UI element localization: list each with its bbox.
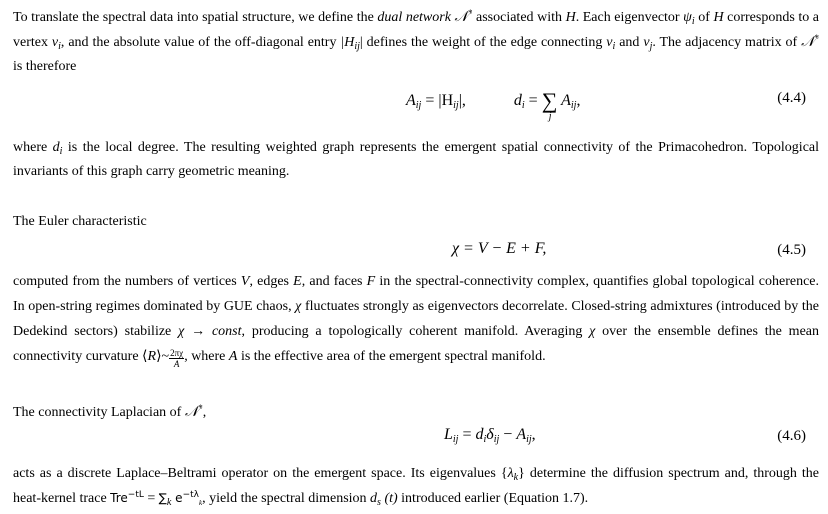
symbol-A: A	[228, 349, 238, 364]
symbol-N: 𝒩	[184, 404, 199, 420]
text: To translate the spectral data into spatial structure, we define the	[13, 10, 378, 25]
text: , producing a topologically coherent manifold. Averaging	[241, 324, 590, 339]
eq-rhs: = |H	[421, 92, 454, 109]
symbol-psi: ψ	[683, 10, 692, 25]
equation-number-4-6: (4.6)	[777, 428, 806, 444]
text: fluctuates strongly as eigenvectors decorrelate. Closed-string admixtures (introduced by the Dedekind sectors) stabilize	[13, 299, 819, 339]
sub-ij: ij	[354, 41, 360, 52]
sup-star: *	[467, 8, 473, 18]
text: in the spectral-connectivity complex, quantifies global topological coherence. In open-string regimes dominated by GUE chaos,	[13, 274, 820, 314]
sub-i: i	[691, 16, 695, 27]
text: . Each eigenvector	[575, 10, 684, 25]
symbol-chi: χ	[589, 324, 596, 339]
trace-operator: Tr	[110, 491, 121, 505]
eq-sign: =	[143, 491, 159, 506]
comma: ,	[202, 405, 207, 420]
text: The connectivity Laplacian of	[13, 405, 185, 420]
arrow: →	[184, 324, 212, 339]
sub-k: k	[166, 497, 172, 508]
symbol-A: A	[557, 92, 571, 109]
eq-sign: =	[458, 426, 476, 443]
sum-symbol: ∑	[158, 491, 167, 505]
symbol-H: H	[713, 10, 724, 25]
symbol-N: 𝒩	[454, 9, 468, 25]
paragraph-laplace-beltrami	[13, 462, 819, 511]
sub-ij: ij	[570, 100, 577, 111]
sub-i: i	[521, 100, 525, 111]
paragraph-local-degree	[13, 136, 819, 184]
equation-4-5: χ = V − E + F,	[452, 240, 547, 257]
text: , edges	[249, 274, 294, 289]
symbol-E: E	[293, 274, 302, 289]
text: , and the absolute value of the off-diagonal entry	[60, 35, 341, 50]
sub-k: k	[513, 472, 519, 483]
symbol-L: L	[444, 426, 453, 443]
eq-rhs-end: |,	[458, 92, 466, 109]
text: is therefore	[13, 59, 77, 74]
symbol-chi: χ	[178, 324, 185, 339]
symbol-t: (t)	[384, 491, 398, 506]
symbol-lambda: λ	[507, 466, 514, 481]
comma: ,	[531, 426, 536, 443]
sigma: ∑	[541, 88, 558, 113]
sub-i: i	[612, 41, 616, 52]
sup-star: *	[198, 403, 203, 413]
sum-index: j	[548, 111, 552, 122]
eq-sign: =	[524, 92, 542, 109]
symbol-d: d	[513, 92, 522, 109]
symbol-F: F	[366, 274, 376, 289]
text: associated with	[472, 10, 566, 25]
text: . The adjacency matrix of	[652, 35, 802, 50]
sub-ij: ij	[453, 100, 459, 111]
text: , yield the spectral dimension	[202, 491, 371, 506]
minus: −	[499, 426, 517, 443]
symbol-H: H	[565, 10, 576, 25]
sup-star: *	[814, 33, 820, 43]
text: computed from the numbers of vertices	[13, 274, 241, 289]
sub-i: i	[59, 146, 63, 157]
sub-ij: ij	[452, 434, 459, 445]
text: corresponds to a vertex	[13, 10, 820, 50]
bar: |	[359, 35, 363, 50]
sub-s: s	[377, 497, 381, 508]
text: where	[13, 140, 53, 155]
sum-symbol	[541, 88, 558, 122]
equation-number-4-4: (4.4)	[777, 90, 806, 106]
paragraph-laplacian-intro	[13, 400, 206, 425]
sub-ij: ij	[493, 434, 500, 445]
sub-i: i	[483, 434, 487, 445]
symbol-v: v	[606, 35, 613, 50]
sub-ij: ij	[415, 100, 422, 111]
symbol-Hij: |H	[340, 35, 355, 50]
fraction-2pichi-over-A	[169, 348, 184, 369]
text: over the ensemble defines the mean connectivity curvature ⟨	[13, 324, 820, 364]
text: defines the weight of the edge connecting	[362, 35, 607, 50]
text: acts as a discrete Laplace–Beltrami operator on the emergent space. Its eigenvalues {	[13, 466, 508, 481]
symbol-const: const	[211, 324, 242, 339]
paragraph-euler-characteristic	[13, 269, 819, 369]
symbol-e: e	[120, 491, 128, 505]
paragraph-euler-intro: The Euler characteristic	[13, 214, 147, 229]
exp-e2	[171, 491, 199, 505]
symbol-d: d	[475, 426, 484, 443]
exp-e	[120, 491, 143, 505]
symbol-delta: δ	[486, 426, 494, 443]
text: is the local degree. The resulting weighted graph represents the emergent spatial connectivity of the Primacohedron. Topological invariants of this graph carry geometric meaning.	[13, 140, 820, 179]
sub-k: k	[198, 499, 203, 507]
paragraph-dual-network	[13, 5, 819, 79]
text: , and faces	[301, 274, 367, 289]
symbol-v: v	[51, 35, 59, 50]
symbol-A: A	[406, 92, 416, 109]
term-dual-network: dual network	[377, 10, 451, 25]
text: and	[615, 35, 644, 50]
symbol-d: d	[52, 140, 60, 155]
exponent-tlambda: −tλ	[182, 490, 199, 500]
equation-number-4-5: (4.5)	[777, 242, 806, 258]
exponent-tL: −tL	[127, 490, 144, 500]
symbol-A: A	[516, 426, 527, 443]
fraction-numerator: 2πχ	[170, 348, 184, 358]
symbol-V: V	[240, 274, 250, 289]
text: of	[694, 10, 714, 25]
symbol-v: v	[643, 35, 650, 50]
symbol-e: e	[175, 491, 183, 505]
sub-j: j	[649, 41, 653, 52]
symbol-N: 𝒩	[801, 34, 815, 50]
symbol-chi: χ	[295, 299, 302, 314]
sub-ij: ij	[526, 434, 532, 445]
comma: ,	[576, 92, 581, 109]
equation-4-4	[406, 88, 581, 122]
text: introduced earlier (Equation 1.7).	[397, 491, 589, 506]
equation-4-6	[444, 426, 536, 444]
sub-i: i	[58, 41, 61, 52]
text: } determine the diffusion spectrum and, through the heat-kernel trace	[13, 466, 819, 506]
symbol-R: R	[147, 349, 157, 364]
text: ⟩~	[156, 349, 170, 364]
text: is the effective area of the emergent spectral manifold.	[237, 349, 546, 364]
symbol-d: d	[370, 491, 378, 506]
fraction-denominator: A	[173, 359, 180, 369]
text: , where	[184, 349, 229, 364]
